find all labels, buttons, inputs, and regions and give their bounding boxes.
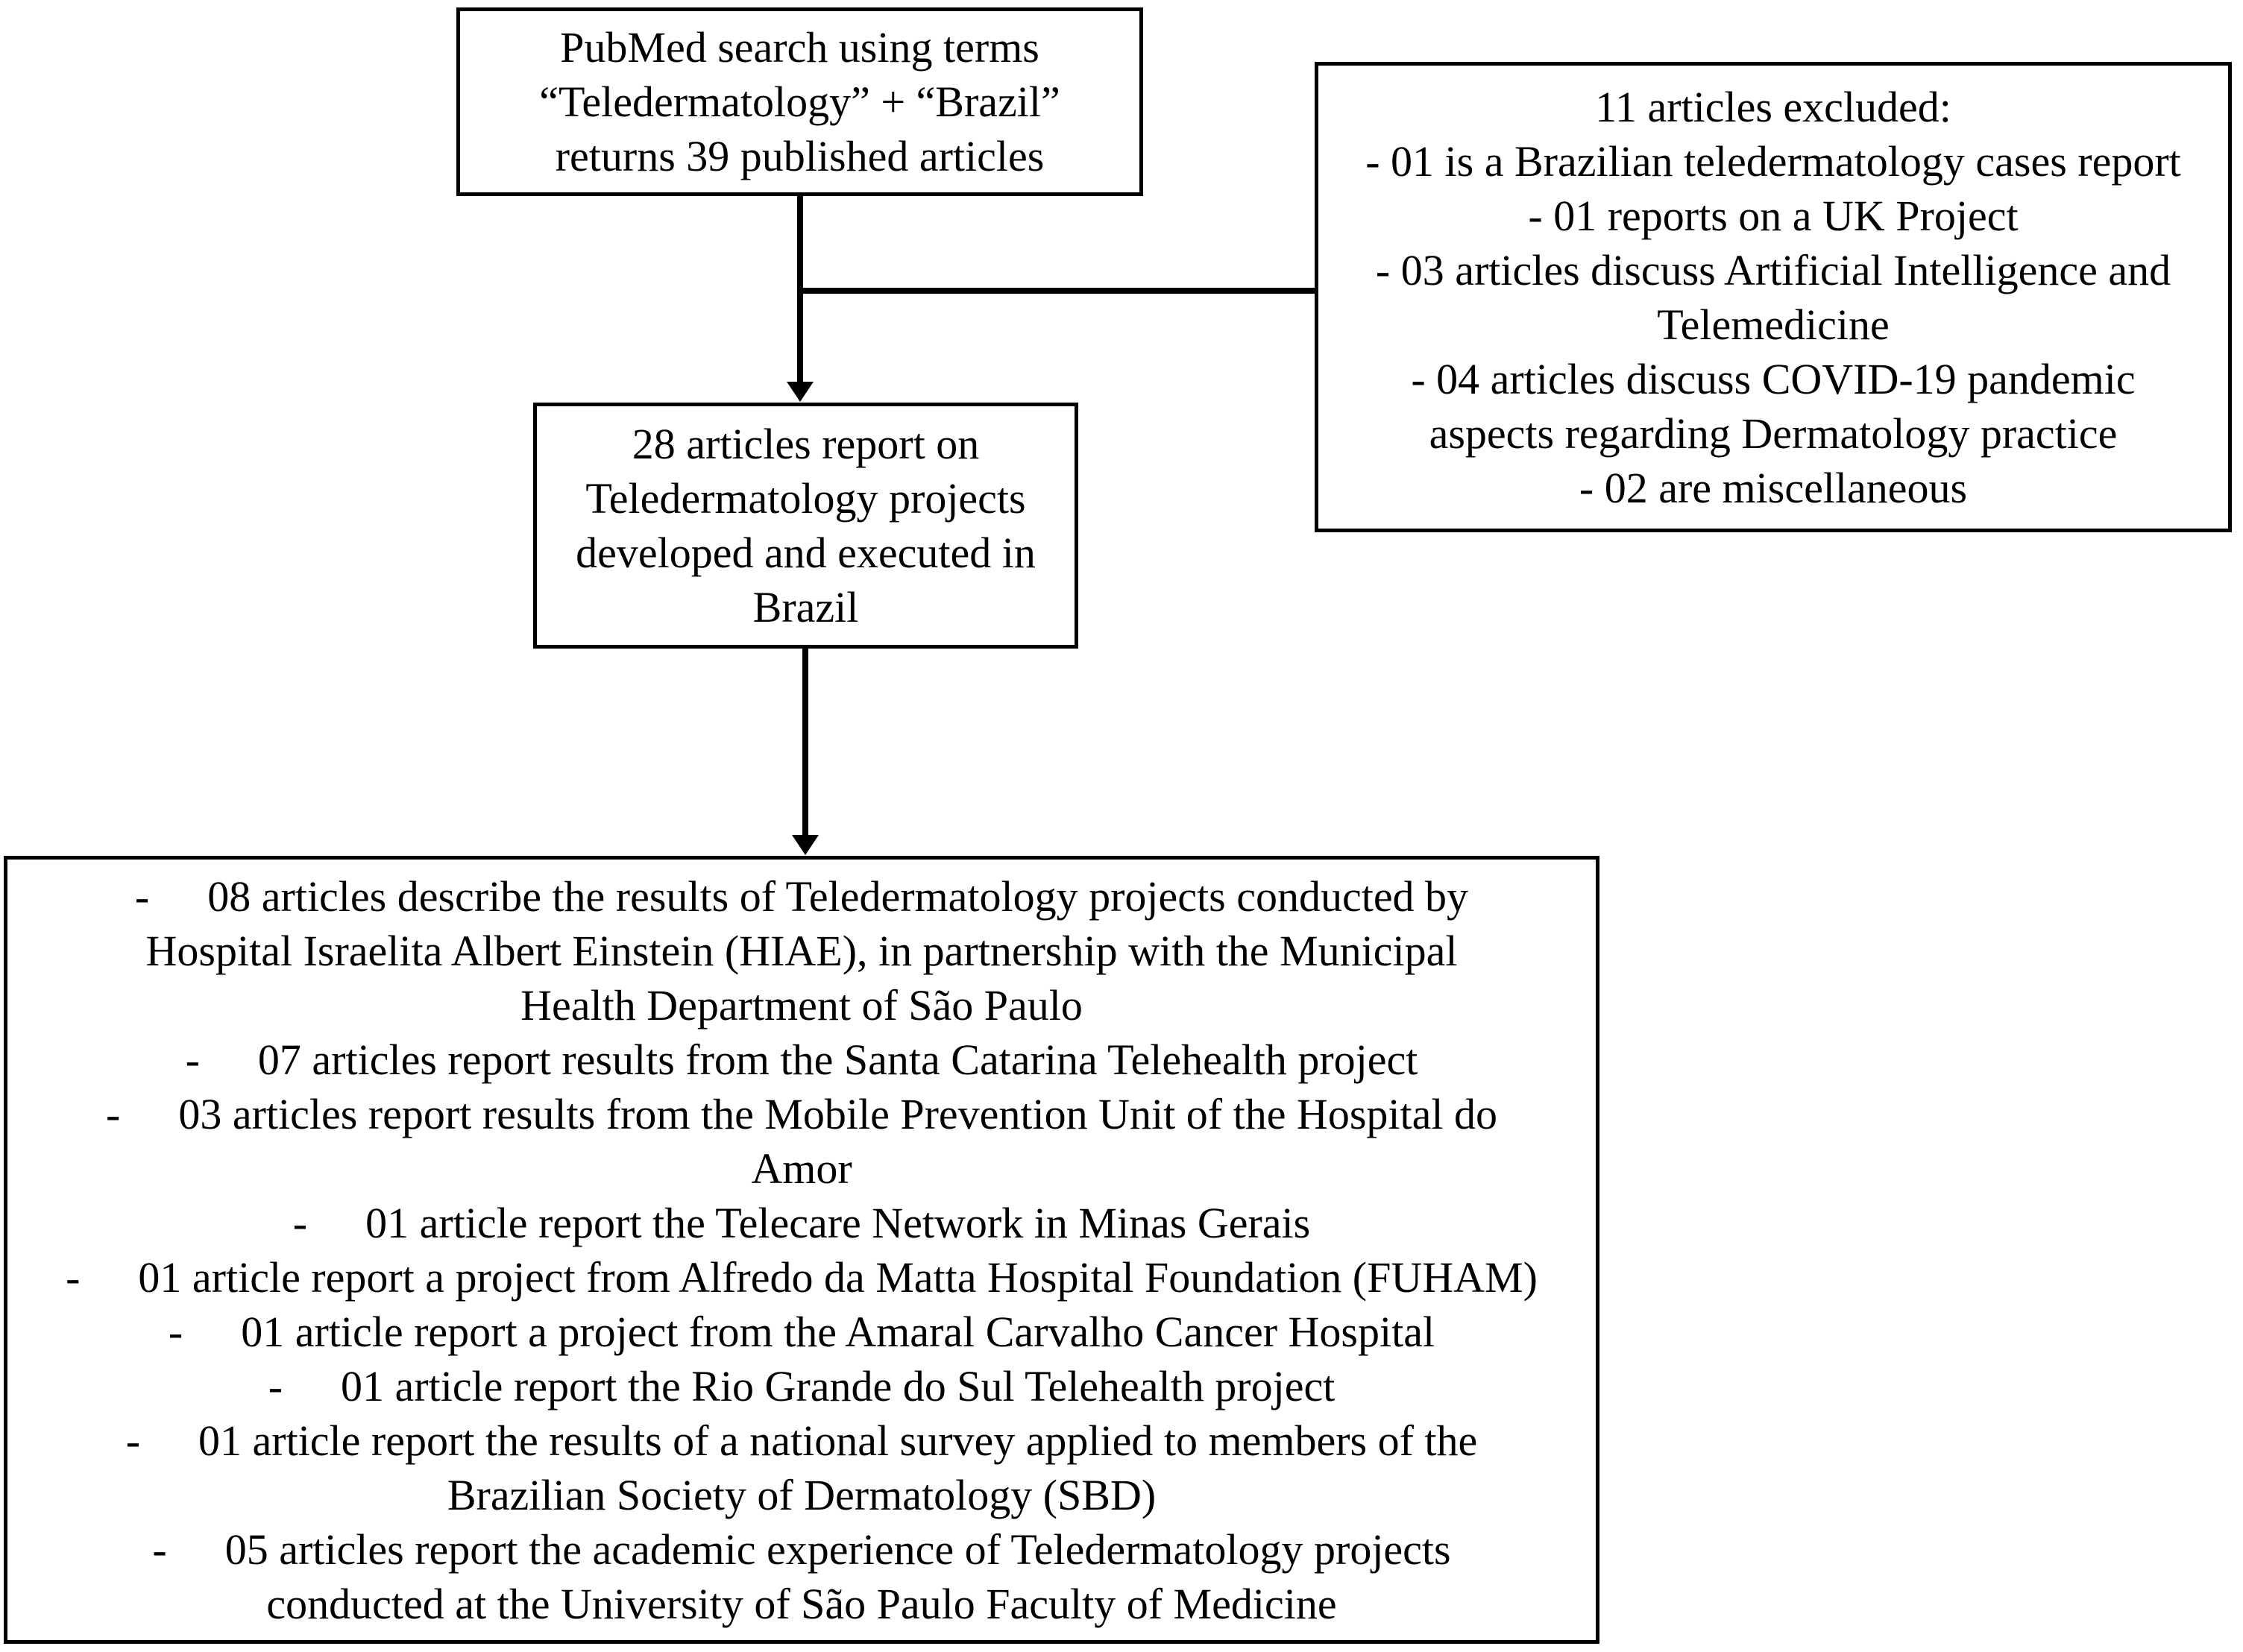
included-articles-box (533, 403, 1078, 649)
list-item-line (7, 1196, 1596, 1250)
item-text: 07 articles report results from the Santa Catarina Telehealth project (257, 1035, 1418, 1084)
connector-branch-to-excluded (797, 288, 1315, 294)
text-line: 11 articles excluded: (1595, 82, 1951, 131)
text-line: Brazil (752, 583, 859, 631)
list-item-line (7, 1413, 1596, 1468)
item-text: 01 article report a project from the Amaral Carvalho Cancer Hospital (241, 1307, 1435, 1356)
text-line: Teledermatology projects (585, 474, 1026, 523)
pubmed-search-box (456, 7, 1143, 196)
item-text: 05 articles report the academic experience of Teledermatology projects (224, 1525, 1451, 1574)
bullet-dash: - (168, 1307, 183, 1356)
item-text: 01 article report the Telecare Network in Minas Gerais (365, 1198, 1311, 1247)
arrowhead-into-results-box (792, 835, 819, 855)
bullet-dash: - (292, 1198, 308, 1247)
bullet-dash: - (185, 1035, 200, 1084)
excluded-articles-box (1315, 62, 2232, 532)
list-item-line (7, 1522, 1596, 1577)
text-line: returns 39 published articles (555, 132, 1045, 180)
item-text: 01 article report a project from Alfredo da Matta Hospital Foundation (FUHAM) (138, 1252, 1538, 1302)
list-item-line (7, 1250, 1596, 1305)
bullet-dash: - (66, 1252, 81, 1302)
text-line: - 02 are miscellaneous (1579, 463, 1968, 512)
text-line: - 04 articles discuss COVID-19 pandemic (1411, 354, 2136, 403)
list-item-line (7, 1087, 1596, 1141)
bullet-dash: - (268, 1361, 283, 1410)
bullet-dash: - (106, 1089, 121, 1138)
list-item-continuation: Health Department of São Paulo (520, 980, 1083, 1030)
item-text: 01 article report the Rio Grande do Sul Telehealth project (341, 1361, 1336, 1410)
arrowhead-into-included-box (787, 382, 814, 402)
list-item-line (7, 869, 1596, 924)
list-item-line (7, 1032, 1596, 1087)
text-line: “Teledermatology” + “Brazil” (539, 78, 1060, 126)
list-item-line (7, 1305, 1596, 1359)
text-line: - 03 articles discuss Artificial Intelligence and (1375, 245, 2171, 294)
text-line: 28 articles report on (632, 420, 980, 468)
item-text: 08 articles describe the results of Teledermatology projects conducted by (207, 871, 1469, 921)
connector-included-to-results (802, 647, 808, 838)
bullet-dash: - (125, 1416, 141, 1465)
bullet-dash: - (134, 871, 150, 921)
list-item-continuation: Hospital Israelita Albert Einstein (HIAE), in partnership with the Municipal (145, 926, 1458, 975)
text-line: PubMed search using terms (560, 23, 1039, 72)
list-item-continuation: Amor (751, 1144, 852, 1193)
text-line: developed and executed in (576, 529, 1036, 577)
item-text: 01 article report the results of a national survey applied to members of the (198, 1416, 1478, 1465)
bullet-dash: - (152, 1525, 167, 1574)
text-line: aspects regarding Dermatology practice (1429, 409, 2118, 458)
text-line: - 01 is a Brazilian teledermatology cases report (1365, 136, 2181, 186)
text-line: - 01 reports on a UK Project (1528, 191, 2019, 240)
results-breakdown-box (4, 856, 1599, 1644)
list-item-line (7, 1359, 1596, 1413)
list-item-continuation: conducted at the University of São Paulo Faculty of Medicine (266, 1579, 1337, 1628)
text-line: Telemedicine (1657, 300, 1890, 349)
item-text: 03 articles report results from the Mobile Prevention Unit of the Hospital do (178, 1089, 1497, 1138)
list-item-continuation: Brazilian Society of Dermatology (SBD) (447, 1470, 1157, 1519)
